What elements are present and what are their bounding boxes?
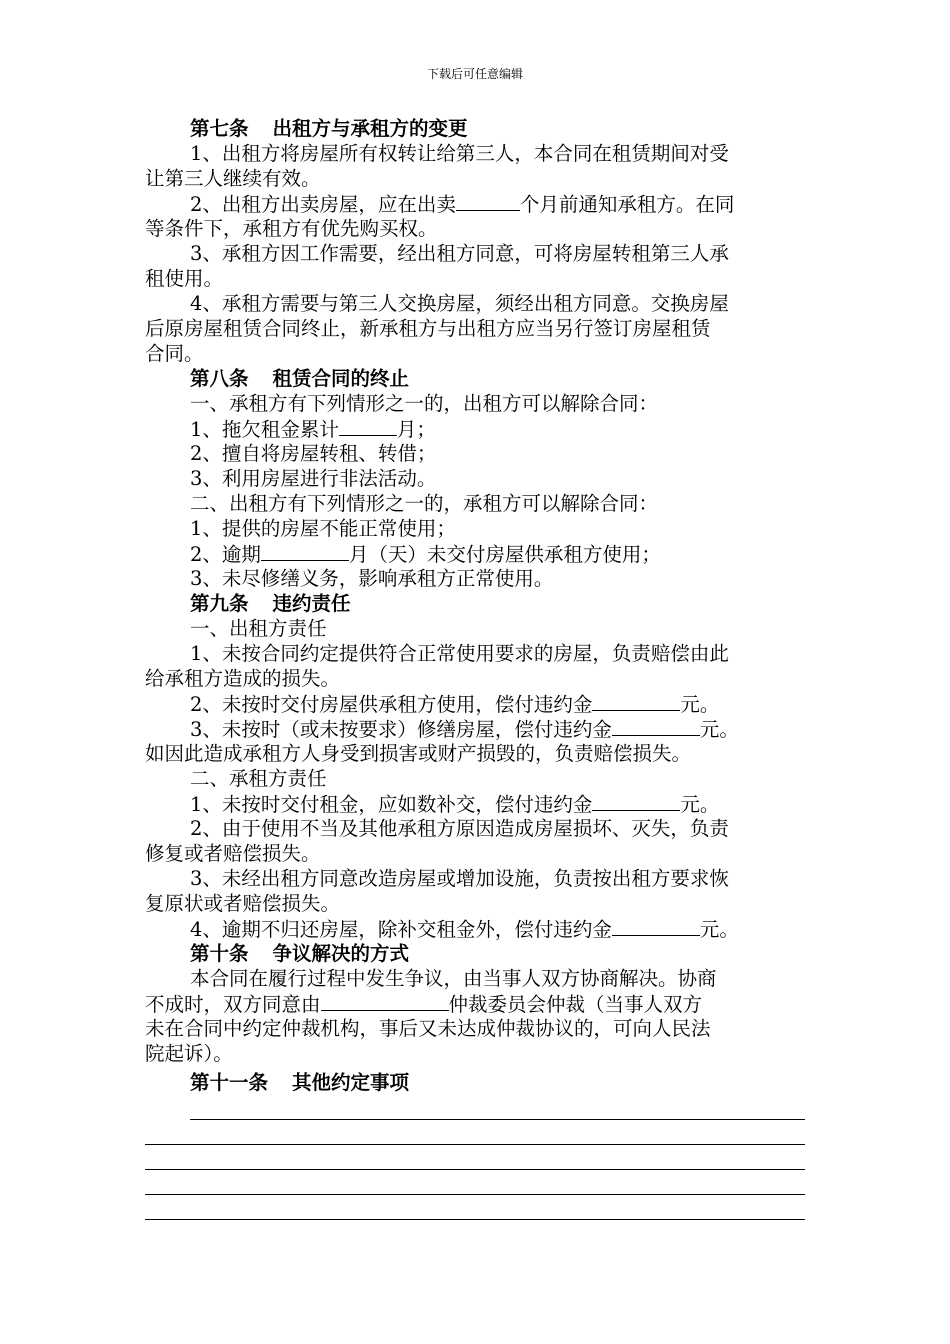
article-11-heading (145, 1070, 805, 1095)
article-9-number: 第九条 (190, 592, 249, 615)
article-8-heading (145, 366, 805, 391)
page-header: 下载后可任意编辑 (426, 67, 523, 81)
paragraph: 如因此造成承租方人身受到损害或财产损毁的，负责赔偿损失。 (145, 742, 692, 765)
paragraph: 租使用。 (145, 267, 224, 290)
article-7-title: 出租方与承租方的变更 (272, 117, 468, 140)
paragraph: 让第三人继续有效。 (145, 167, 321, 190)
paragraph: 未在合同中约定仲裁机构，事后又未达成仲裁协议的，可向人民法 (145, 1017, 711, 1040)
paragraph: 2、擅自将房屋转租、转借； (190, 442, 437, 465)
paragraph (145, 791, 805, 816)
paragraph: 1、未按合同约定提供符合正常使用要求的房屋，负责赔偿由此 (190, 642, 729, 665)
text: 个月前通知承租方。在同 (519, 193, 735, 216)
writing-line[interactable] (145, 1145, 805, 1170)
text: 1、拖欠租金累计 (190, 418, 339, 441)
text: 元。 (699, 718, 739, 741)
paragraph (145, 916, 805, 941)
contract-body (145, 116, 805, 1220)
writing-line[interactable] (190, 1095, 805, 1120)
paragraph: 3、承租方因工作需要，经出租方同意，可将房屋转租第三人承 (190, 242, 729, 265)
paragraph: 给承租方造成的损失。 (145, 667, 341, 690)
paragraph: 1、提供的房屋不能正常使用； (190, 517, 456, 540)
text: 仲裁委员会仲裁（当事人双方 (448, 993, 703, 1016)
text: 月； (396, 418, 436, 441)
article-10-heading (145, 941, 805, 966)
article-9-title: 违约责任 (272, 592, 351, 615)
paragraph: 一、承租方有下列情形之一的，出租方可以解除合同： (190, 392, 659, 415)
fill-blank[interactable] (612, 716, 700, 736)
article-10-title: 争议解决的方式 (272, 942, 410, 965)
paragraph (145, 416, 805, 441)
paragraph: 本合同在履行过程中发生争议，由当事人双方协商解决。协商 (190, 967, 717, 990)
paragraph (145, 991, 805, 1016)
paragraph (145, 716, 805, 741)
text: 元。 (699, 918, 739, 941)
article-10-number: 第十条 (190, 942, 249, 965)
text: 元。 (680, 693, 720, 716)
article-8-title: 租赁合同的终止 (272, 367, 410, 390)
fill-blank[interactable] (592, 691, 680, 711)
text: 元。 (680, 793, 720, 816)
fill-blank[interactable] (339, 416, 397, 436)
article-7-heading (145, 116, 805, 141)
text: 1、未按时交付租金，应如数补交，偿付违约金 (190, 793, 593, 816)
text: 3、未按时（或未按要求）修缮房屋，偿付违约金 (190, 718, 612, 741)
paragraph: 二、承租方责任 (190, 767, 327, 790)
paragraph: 一、出租方责任 (190, 617, 327, 640)
paragraph: 2、由于使用不当及其他承租方原因造成房屋损坏、灭失，负责 (190, 817, 729, 840)
writing-line[interactable] (145, 1120, 805, 1145)
paragraph: 3、未经出租方同意改造房屋或增加设施，负责按出租方要求恢 (190, 867, 729, 890)
text: 2、逾期 (190, 543, 261, 566)
paragraph (145, 541, 805, 566)
article-8-number: 第八条 (190, 367, 249, 390)
writing-line[interactable] (145, 1170, 805, 1195)
writing-line[interactable] (145, 1195, 805, 1220)
paragraph: 3、利用房屋进行非法活动。 (190, 467, 437, 490)
article-7-number: 第七条 (190, 117, 249, 140)
article-11-number: 第十一条 (190, 1071, 269, 1094)
paragraph: 修复或者赔偿损失。 (145, 842, 321, 865)
fill-blank[interactable] (321, 991, 449, 1011)
text: 4、逾期不归还房屋，除补交租金外，偿付违约金 (190, 918, 612, 941)
paragraph: 合同。 (145, 342, 204, 365)
paragraph: 复原状或者赔偿损失。 (145, 892, 341, 915)
fill-blank[interactable] (612, 916, 700, 936)
paragraph: 1、出租方将房屋所有权转让给第三人，本合同在租赁期间对受 (190, 142, 729, 165)
text: 不成时，双方同意由 (145, 993, 321, 1016)
paragraph: 3、未尽修缮义务，影响承租方正常使用。 (190, 567, 554, 590)
text: 月（天）未交付房屋供承租方使用； (348, 543, 661, 566)
text: 2、出租方出卖房屋，应在出卖 (190, 193, 456, 216)
text: 2、未按时交付房屋供承租方使用，偿付违约金 (190, 693, 593, 716)
fill-blank[interactable] (456, 191, 520, 211)
fill-blank[interactable] (261, 541, 349, 561)
paragraph: 二、出租方有下列情形之一的，承租方可以解除合同： (190, 492, 659, 515)
paragraph: 4、承租方需要与第三人交换房屋，须经出租方同意。交换房屋 (190, 292, 729, 315)
paragraph: 后原房屋租赁合同终止，新承租方与出租方应当另行签订房屋租赁 (145, 317, 711, 340)
article-11-title: 其他约定事项 (292, 1071, 410, 1094)
article-9-heading (145, 591, 805, 616)
paragraph: 等条件下，承租方有优先购买权。 (145, 217, 438, 240)
paragraph (145, 691, 805, 716)
fill-blank[interactable] (592, 791, 680, 811)
paragraph (145, 191, 805, 216)
paragraph: 院起诉）。 (145, 1042, 233, 1065)
